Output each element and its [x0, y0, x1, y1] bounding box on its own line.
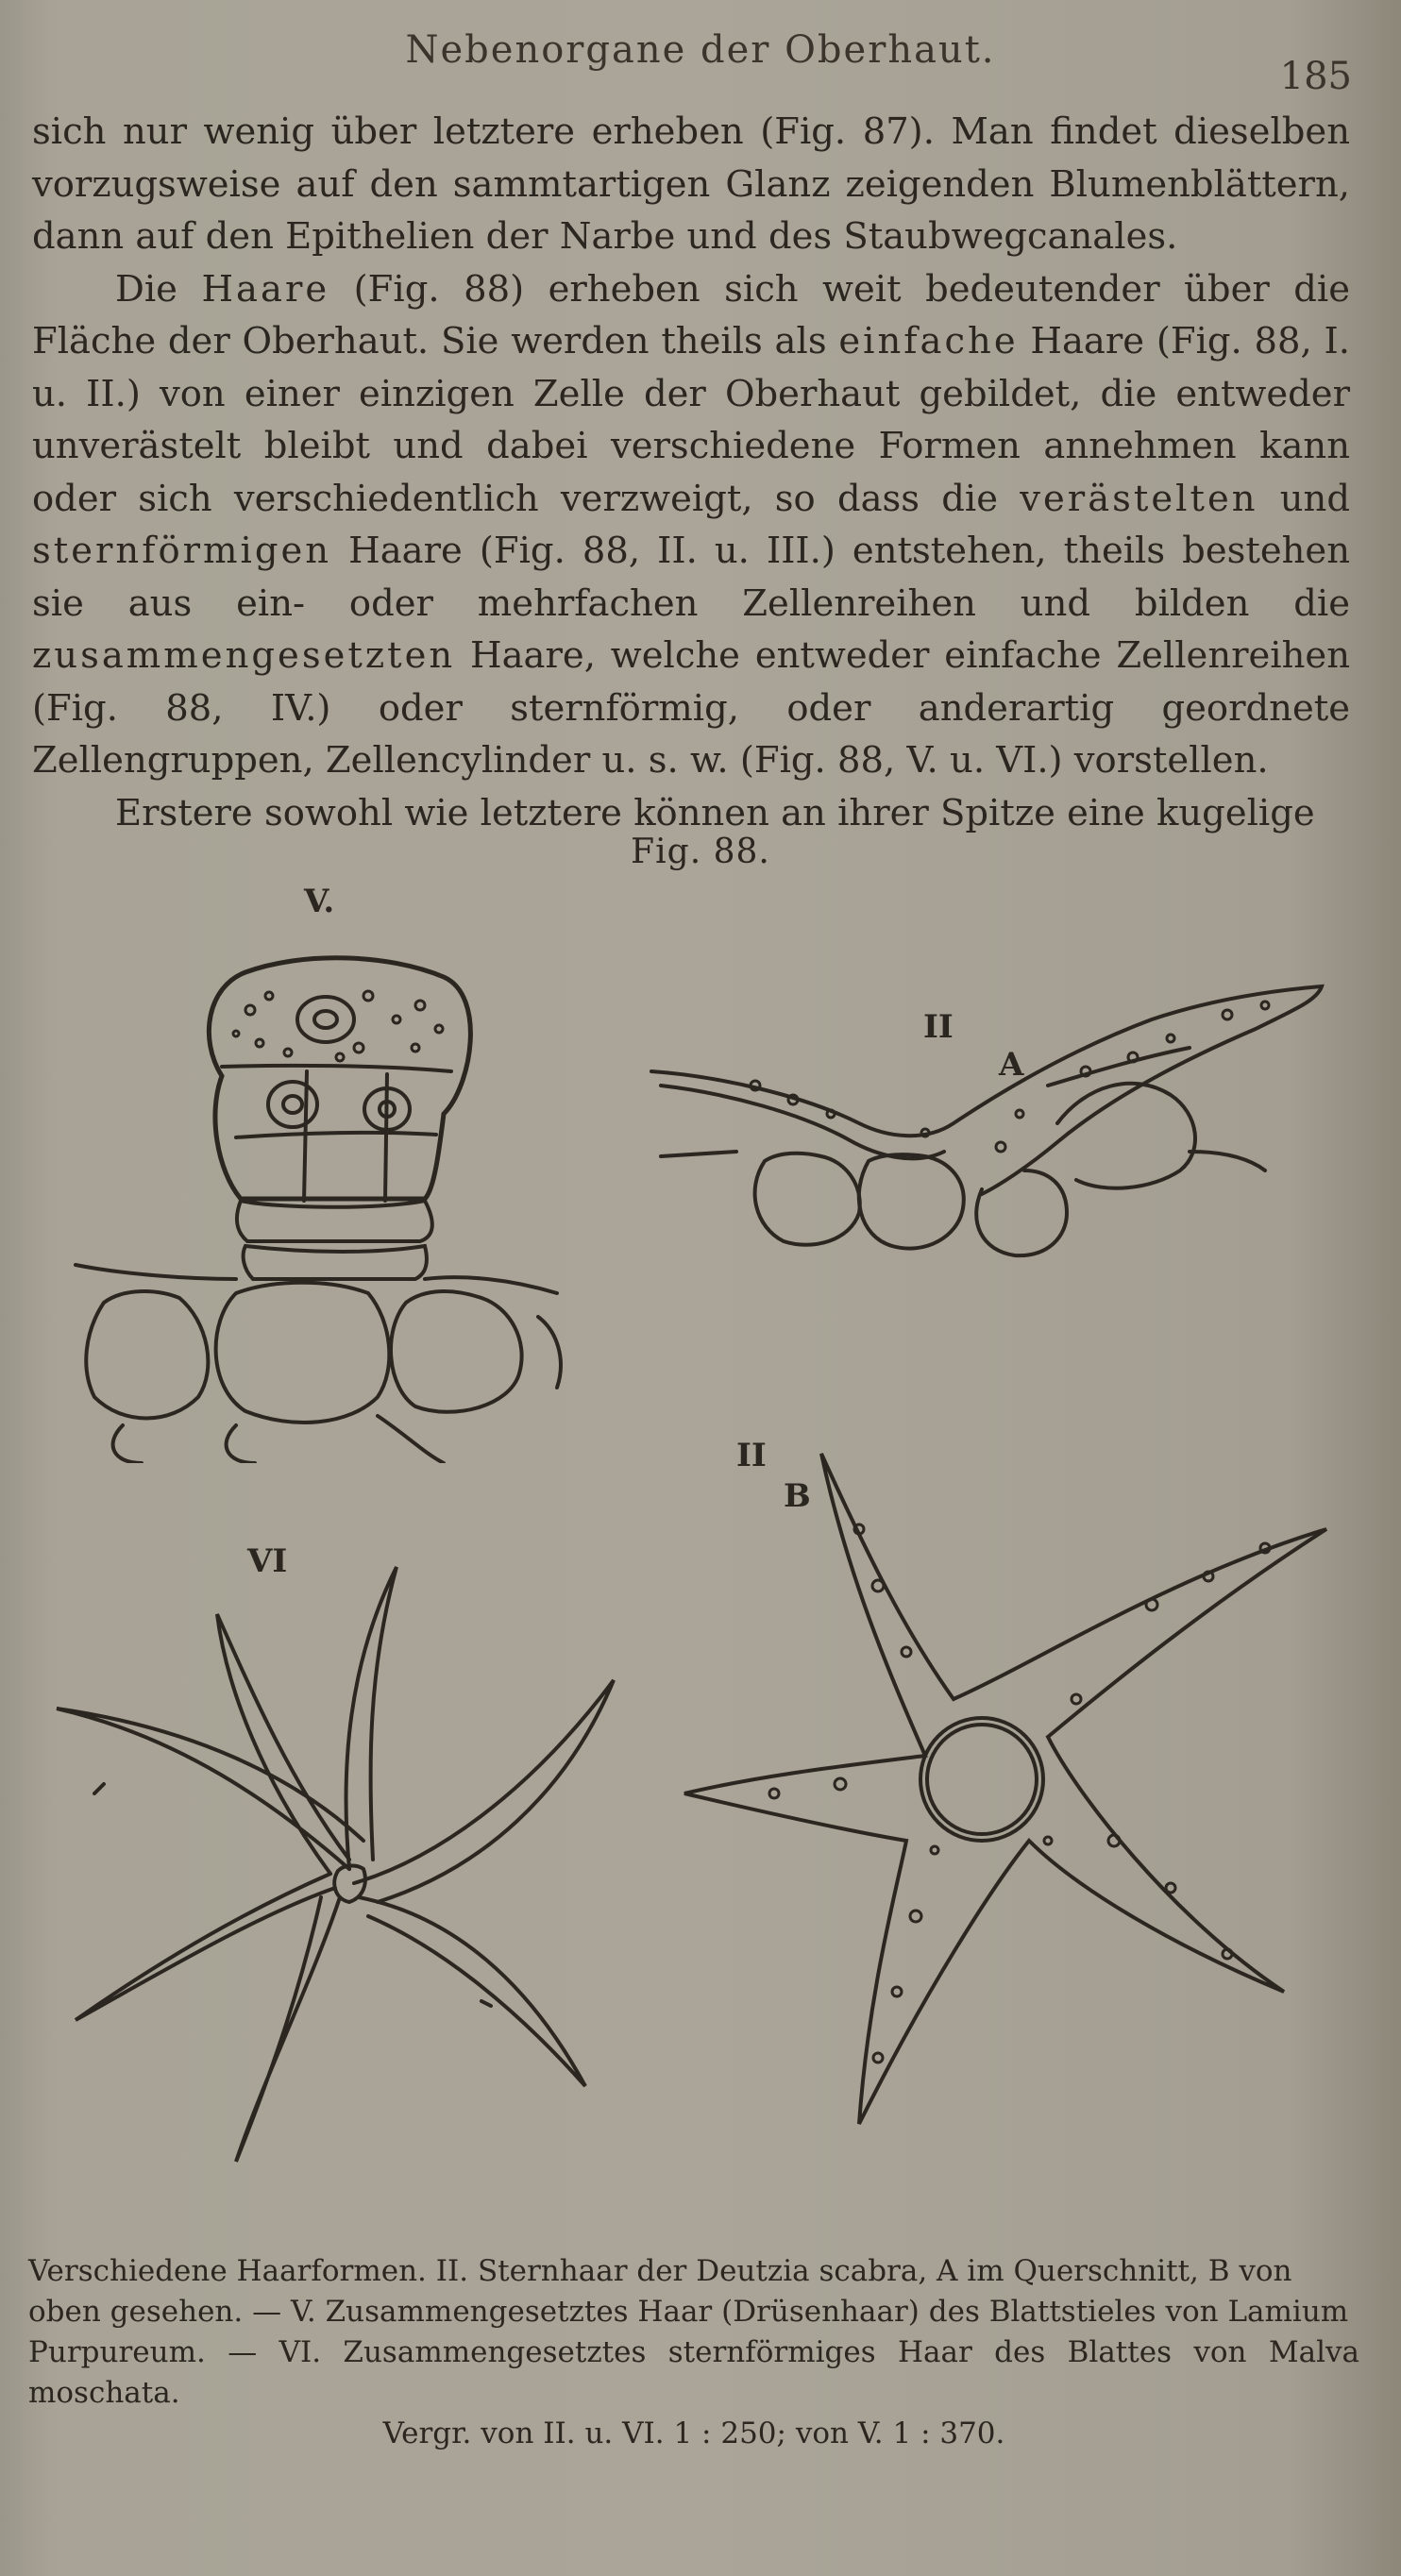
running-title: Nebenorgane der Oberhaut. — [405, 28, 996, 72]
paragraph-2 — [32, 263, 1350, 787]
text-run: sich nur wenig über letztere erheben (Fig. 87). Man findet dieselben vorzugsweise auf den sammtartigen Glanz zeigenden Blumenblättern, dann auf den Epithelien der Narbe und des Staubwegcanales. — [32, 110, 1350, 258]
drawing-v-glandular-hair — [66, 953, 595, 1463]
paragraph-1 — [32, 106, 1350, 263]
label-ii-b-letter: B — [784, 1477, 811, 1515]
spaced-term: Haare — [201, 267, 330, 311]
figure-caption — [28, 2251, 1359, 2454]
drawing-ii-b-star-hair — [680, 1444, 1341, 2133]
drawing-ii-a-hair-section — [642, 982, 1341, 1265]
text-run: Haare, welche entweder einfache Zellenreihen (Fig. 88, IV.) oder sternförmig, oder anderartig geordnete Zellengruppen, Zellencylinder u. s. w. (Fig. 88, V. u. VI.) vorstellen. — [32, 634, 1350, 782]
caption-line-1: Verschiedene Haarformen. II. Sternhaar der Deutzia scabra, A im Querschnitt, B von — [28, 2254, 1292, 2288]
drawing-vi-stellate-hair — [38, 1557, 642, 2171]
spaced-term: sternförmigen — [32, 530, 332, 572]
spaced-term: verästelten — [1020, 477, 1258, 520]
figure-title: Fig. 88. — [631, 833, 770, 871]
body-text — [32, 106, 1350, 839]
text-run: Die — [115, 267, 202, 311]
paragraph-3 — [32, 787, 1350, 840]
text-run: (Fig. 88) erheben sich weit bedeutender über die Fläche der Oberhaut. Sie werden theils als — [32, 267, 1351, 362]
spaced-term: zusammengesetzten — [32, 634, 456, 677]
label-ii-b-roman: II — [736, 1437, 767, 1474]
figure-88 — [0, 878, 1401, 2237]
text-run: Erstere sowohl wie letztere können an ihrer Spitze eine kugelige — [115, 791, 1315, 834]
label-ii-a-letter: A — [999, 1046, 1024, 1084]
label-v: V. — [304, 883, 335, 920]
caption-line-3: Purpureum. — VI. Zusammengesetztes sternförmiges Haar des Blattes von Malva moschata. — [28, 2335, 1359, 2410]
text-run: Haare (Fig. 88, II. u. III.) entstehen, theils bestehen sie aus ein- oder mehrfachen Zellenreihen und bilden die — [32, 530, 1350, 625]
page-number: 185 — [1279, 55, 1352, 98]
spaced-term: einfache — [838, 320, 1019, 362]
label-vi: VI — [247, 1542, 288, 1580]
text-run: und — [1258, 477, 1350, 520]
caption-magnification: Vergr. von II. u. VI. 1 : 250; von V. 1 : 370. — [382, 2416, 1005, 2450]
text-run: Haare (Fig. 88, I. u. II.) von einer einzigen Zelle der Oberhaut gebildet, die entweder unverästelt bleibt und dabei verschiedene Formen annehmen kann oder sich verschiedentlich verzweigt, so dass die — [32, 320, 1350, 520]
caption-line-2: oben gesehen. — V. Zusammengesetztes Haar (Drüsenhaar) des Blattstieles von Lamium — [28, 2295, 1349, 2329]
label-ii-a-roman: II — [923, 1008, 954, 1046]
